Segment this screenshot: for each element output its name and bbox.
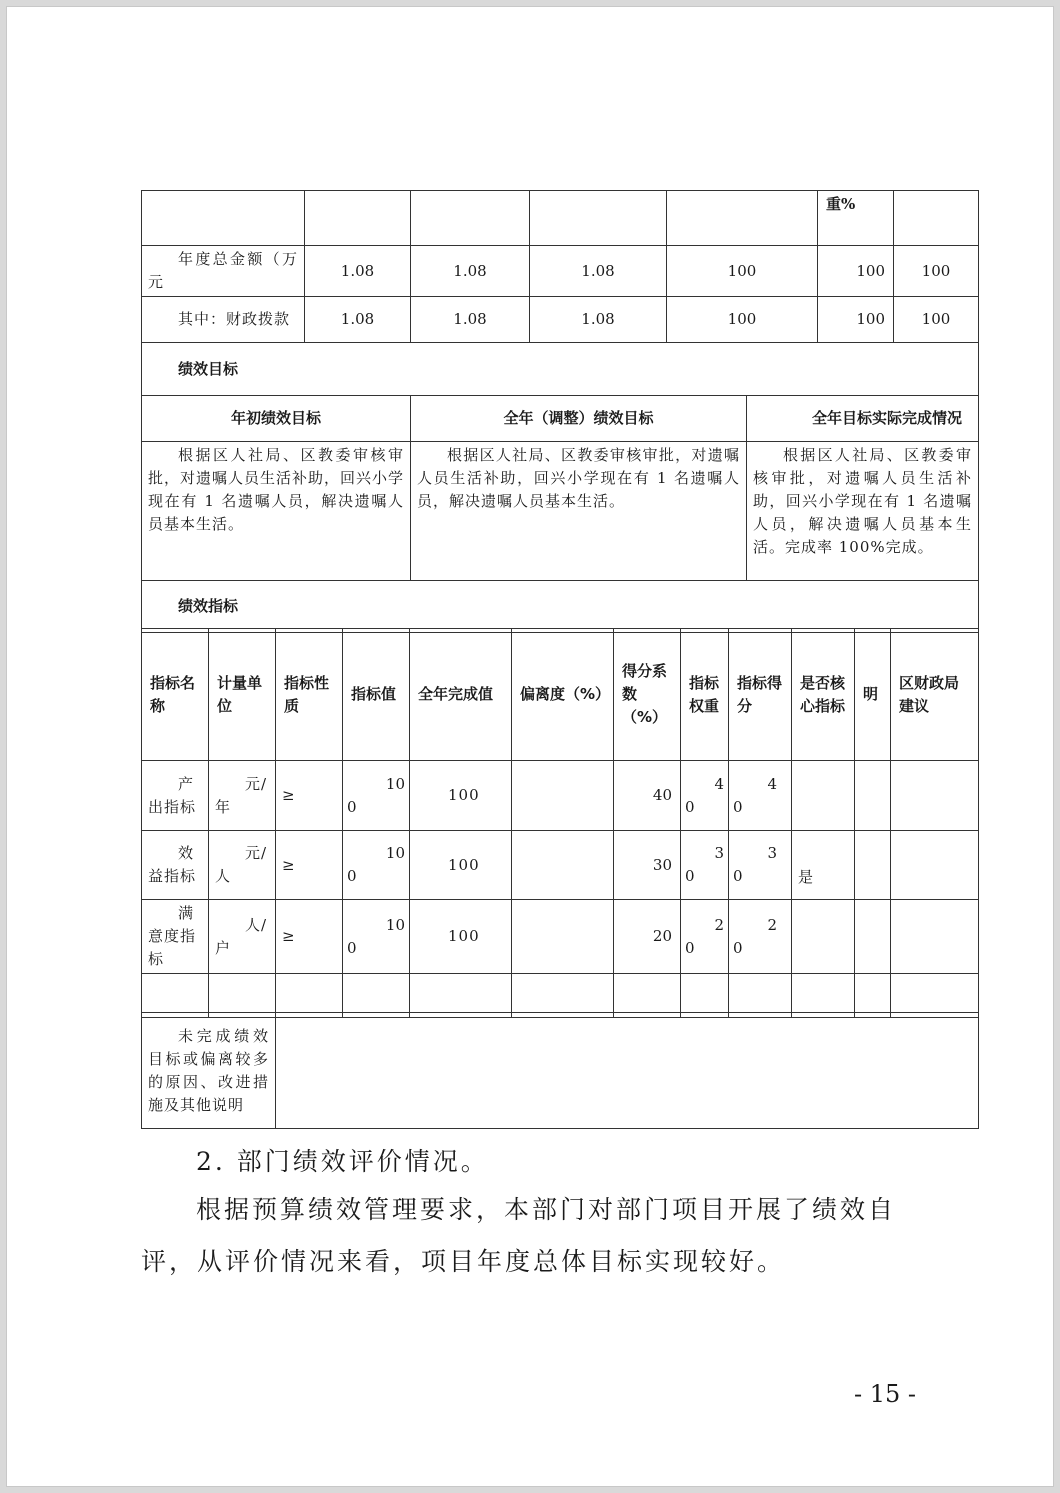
indicator-weight [681, 761, 729, 831]
indicator-deviation [512, 900, 614, 974]
cell-value: 1.08 [530, 297, 667, 343]
cell-value: 100 [667, 297, 818, 343]
row-label: 其中：财政拨款 [142, 297, 305, 343]
indicator-name: 满意度指标 [142, 900, 209, 974]
indicator-core: 是 [792, 831, 855, 900]
cell-value: 100 [894, 297, 979, 343]
goals-initial-text: 根据区人社局、区教委审核审批，对遗嘱人员生活补助，回兴小学现在有 1 名遗嘱人员，解决遗嘱人员基本生活。 [142, 442, 411, 581]
indicator-score [729, 831, 792, 900]
header-name: 指标名称 [142, 629, 209, 761]
indicator-target [343, 761, 410, 831]
table-row [142, 831, 979, 900]
indicator-core [792, 761, 855, 831]
budget-goals-table [141, 190, 979, 633]
cell-value: 100 [667, 246, 818, 297]
indicators-table [141, 628, 979, 1018]
indicator-actual: 100 [410, 761, 512, 831]
goals-col-initial: 年初绩效目标 [142, 396, 411, 442]
weight-part: 2 [714, 915, 724, 934]
goals-col-adjusted: 全年（调整）绩效目标 [411, 396, 747, 442]
table-row [142, 581, 979, 633]
header-target: 指标值 [343, 629, 410, 761]
explanation-table [141, 1012, 979, 1129]
cell-value: 100 [894, 246, 979, 297]
cell-value: 1.08 [530, 246, 667, 297]
indicator-coef: 30 [614, 831, 681, 900]
cell-value: 1.08 [305, 297, 411, 343]
table-row [142, 297, 979, 343]
score-part: 2 [767, 915, 777, 934]
weight-part: 4 [714, 774, 724, 793]
table-row [142, 396, 979, 442]
header-core: 是否核心指标 [792, 629, 855, 761]
body-paragraph: 根据预算绩效管理要求，本部门对部门项目开展了绩效自评，从评价情况来看，项目年度总体目标实现较好。 [141, 1195, 897, 1276]
target-part: 10 [385, 844, 405, 862]
indicator-nature: ≥ [276, 900, 343, 974]
indicators-section-title: 绩效指标 [142, 581, 979, 633]
weight-part: 0 [685, 797, 695, 816]
table-row [142, 442, 979, 581]
header-note: 明 [855, 629, 891, 761]
page-number: - 15 - [853, 1380, 916, 1408]
weight-part: 3 [714, 844, 724, 862]
indicator-actual: 100 [410, 831, 512, 900]
cell-value: 1.08 [305, 246, 411, 297]
goals-actual-text: 根据区人社局、区教委审核审批，对遗嘱人员生活补助，回兴小学现在有 1 名遗嘱人员，解决遗嘱人员基本生活。完成率 100%完成。 [747, 442, 979, 581]
row-label: 年度总金额（万元 [142, 246, 305, 297]
cell-value: 1.08 [411, 246, 530, 297]
section-heading: 2. 部门绩效评价情况。 [196, 1147, 489, 1176]
indicator-deviation [512, 761, 614, 831]
indicator-nature: ≥ [276, 831, 343, 900]
goals-col-actual: 全年目标实际完成情况 [747, 396, 979, 442]
unfinished-label: 未完成绩效目标或偏离较多的原因、改进措施及其他说明 [142, 1013, 276, 1129]
goals-section-title: 绩效目标 [142, 343, 979, 396]
indicator-coef: 40 [614, 761, 681, 831]
indicator-score [729, 900, 792, 974]
target-part: 0 [347, 867, 357, 885]
target-part: 0 [347, 797, 357, 816]
score-part: 0 [733, 867, 743, 885]
cell-value: 100 [818, 246, 894, 297]
indicator-note [855, 831, 891, 900]
indicator-name: 产出指标 [142, 761, 209, 831]
header-score: 指标得分 [729, 629, 792, 761]
table-row [142, 900, 979, 974]
table-row [142, 761, 979, 831]
indicator-core [792, 900, 855, 974]
indicator-unit: 元/年 [209, 761, 276, 831]
cell-value: 100 [818, 297, 894, 343]
indicator-advice [891, 761, 979, 831]
header-nature: 指标性质 [276, 629, 343, 761]
indicator-weight [681, 900, 729, 974]
header-actual: 全年完成值 [410, 629, 512, 761]
score-part: 0 [733, 938, 743, 957]
header-unit: 计量单位 [209, 629, 276, 761]
indicator-note [855, 900, 891, 974]
indicator-advice [891, 831, 979, 900]
indicator-deviation [512, 831, 614, 900]
table-row [142, 343, 979, 396]
indicator-actual: 100 [410, 900, 512, 974]
indicator-weight [681, 831, 729, 900]
weight-part: 0 [685, 867, 695, 885]
unfinished-content [276, 1013, 979, 1129]
score-part: 4 [767, 774, 777, 793]
indicator-target [343, 900, 410, 974]
header-advice: 区财政局建议 [891, 629, 979, 761]
header-coef: 得分系数（%） [614, 629, 681, 761]
weight-part: 0 [685, 938, 695, 957]
indicator-target [343, 831, 410, 900]
score-part: 0 [733, 797, 743, 816]
table-row [142, 246, 979, 297]
indicator-unit: 元/人 [209, 831, 276, 900]
target-part: 10 [385, 915, 405, 934]
header-deviation: 偏离度（%） [512, 629, 614, 761]
indicators-header-row [142, 629, 979, 761]
cell-value: 1.08 [411, 297, 530, 343]
table-row [142, 191, 979, 246]
header-fragment: 重% [818, 191, 894, 246]
indicator-nature: ≥ [276, 761, 343, 831]
table-row [142, 1013, 979, 1129]
indicator-unit: 人/户 [209, 900, 276, 974]
target-part: 10 [385, 774, 405, 793]
score-part: 3 [767, 844, 777, 862]
indicator-name: 效益指标 [142, 831, 209, 900]
indicator-score [729, 761, 792, 831]
indicator-note [855, 761, 891, 831]
indicator-coef: 20 [614, 900, 681, 974]
indicator-advice [891, 900, 979, 974]
goals-adjusted-text: 根据区人社局、区教委审核审批，对遗嘱人员生活补助，回兴小学现在有 1 名遗嘱人员，解决遗嘱人员基本生活。 [411, 442, 747, 581]
table-row-empty [142, 974, 979, 1018]
header-weight: 指标权重 [681, 629, 729, 761]
target-part: 0 [347, 938, 357, 957]
